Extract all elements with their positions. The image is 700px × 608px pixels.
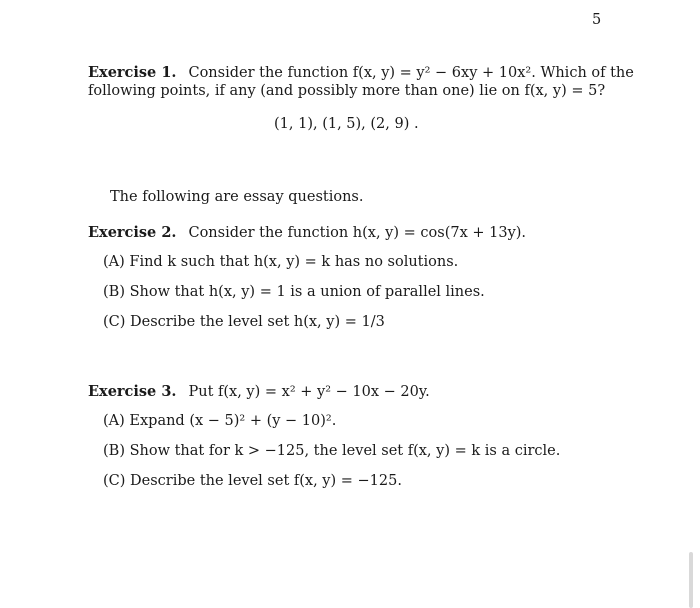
scrollbar-thumb[interactable] — [689, 552, 693, 608]
exercise-1-question-tail: Which of the — [540, 65, 634, 81]
exercise-3-part-c: (C) Describe the level set f(x, y) = −125. — [103, 473, 402, 489]
exercise-1-label: Exercise 1. — [88, 64, 177, 81]
exercise-3-statement: Put f(x, y) = x² + y² − 10x − 20y. — [188, 384, 430, 400]
exercise-2-part-c: (C) Describe the level set h(x, y) = 1/3 — [103, 314, 385, 330]
exercise-2-heading — [88, 224, 526, 241]
exercise-1-line-2: following points, if any (and possibly more than one) lie on f(x, y) = 5? — [88, 83, 606, 99]
exercise-3-part-a: (A) Expand (x − 5)² + (y − 10)². — [103, 413, 337, 429]
essay-intro: The following are essay questions. — [110, 189, 364, 205]
exercise-2-label: Exercise 2. — [88, 224, 177, 241]
exercise-1-intro: Consider the function — [188, 65, 349, 81]
exercise-2-statement: Consider the function h(x, y) = cos(7x + 13y). — [188, 225, 527, 241]
exercise-1-function: f(x, y) = y² − 6xy + 10x². — [352, 65, 536, 81]
exercise-2-part-a: (A) Find k such that h(x, y) = k has no solutions. — [103, 254, 459, 270]
exercise-1-line-1 — [88, 64, 634, 81]
exercise-1-points: (1, 1), (1, 5), (2, 9) . — [274, 116, 419, 132]
exercise-2-part-b: (B) Show that h(x, y) = 1 is a union of parallel lines. — [103, 284, 485, 300]
page-number: 5 — [592, 12, 602, 28]
exercise-3-part-b: (B) Show that for k > −125, the level set f(x, y) = k is a circle. — [103, 443, 561, 459]
exercise-3-label: Exercise 3. — [88, 383, 177, 400]
exercise-3-heading — [88, 383, 430, 400]
